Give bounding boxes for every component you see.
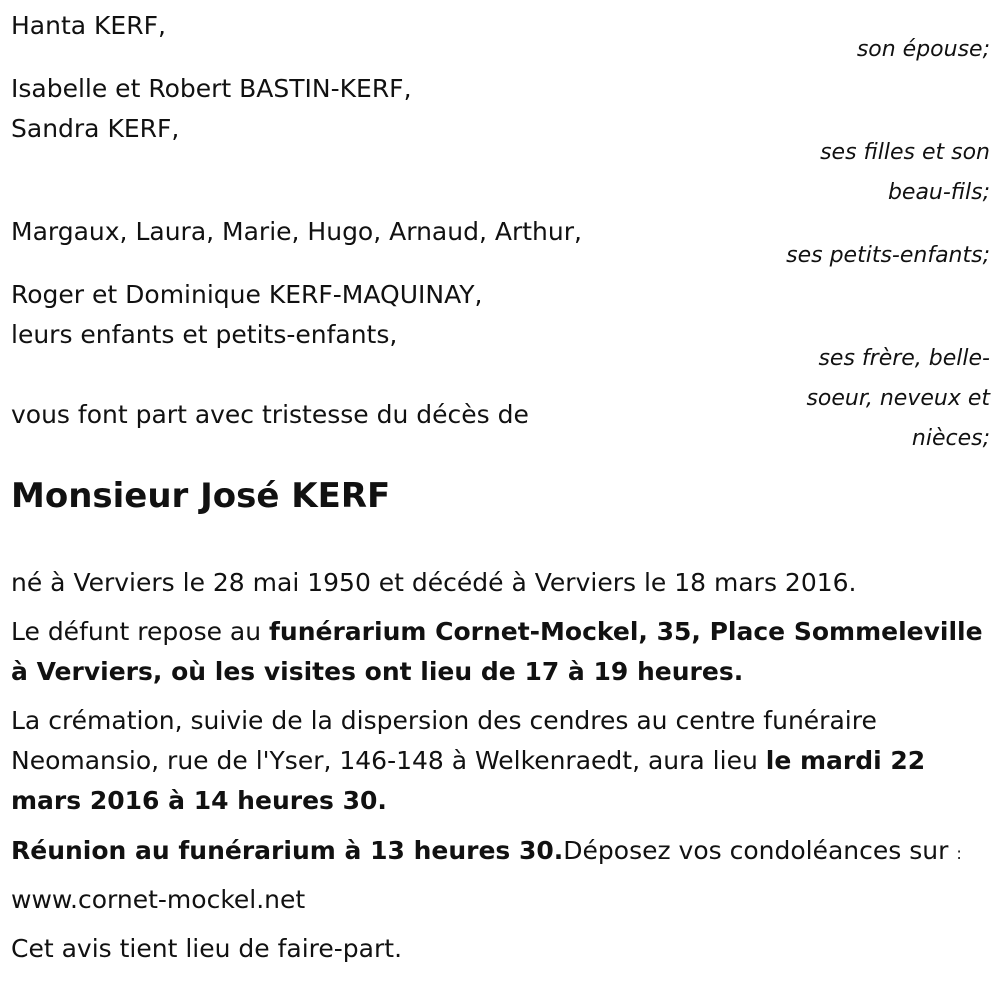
condolences-colon: : [956,844,962,863]
announcement-text: vous font part avec tristesse du décès de [11,400,529,429]
daughters-line-2: Sandra KERF, [11,114,180,143]
spouse-relation: son épouse; [856,37,990,62]
cremation-date-part-1: le mardi 22 [765,746,926,775]
condolences-text: Déposez vos condoléances sur [563,836,957,865]
deceased-name: Monsieur José KERF [11,476,391,516]
repose-location-line-1: funérarium Cornet-Mockel, 35, Place Sommeleville [269,617,983,646]
siblings-relation-line-3: nièces; [911,426,990,451]
repose-prefix: Le défunt repose au [11,617,270,646]
siblings-relation-line-2: soeur, neveux et [806,386,990,411]
siblings-line-1: Roger et Dominique KERF-MAQUINAY, [11,280,483,309]
daughters-relation-line-1: ses filles et son [820,140,990,165]
siblings-line-2: leurs enfants et petits-enfants, [11,320,398,349]
cremation-line-1: La crémation, suivie de la dispersion des cendres au centre funéraire [11,706,877,735]
reunion-paragraph [11,831,991,874]
website-link[interactable]: www.cornet-mockel.net [11,885,306,914]
cremation-paragraph [11,701,991,821]
siblings-relation-line-1: ses frère, belle- [818,346,990,371]
repose-paragraph [11,612,991,692]
reunion-time: Réunion au funérarium à 13 heures 30. [11,836,564,865]
cremation-date-part-2: mars 2016 à 14 heures 30. [11,786,387,815]
birth-death-text: né à Verviers le 28 mai 1950 et décédé à Verviers le 18 mars 2016. [11,568,857,597]
spouse-name: Hanta KERF, [11,11,166,40]
closing-text: Cet avis tient lieu de faire-part. [11,934,403,963]
daughters-line-1: Isabelle et Robert BASTIN-KERF, [11,74,412,103]
repose-location-line-2: à Verviers, où les visites ont lieu de 17 à 19 heures. [11,657,744,686]
cremation-line-2: Neomansio, rue de l'Yser, 146-148 à Welkenraedt, aura lieu [11,746,766,775]
grandchildren-relation: ses petits-enfants; [786,243,990,268]
grandchildren-names: Margaux, Laura, Marie, Hugo, Arnaud, Arthur, [11,217,582,246]
daughters-relation-line-2: beau-fils; [887,180,990,205]
